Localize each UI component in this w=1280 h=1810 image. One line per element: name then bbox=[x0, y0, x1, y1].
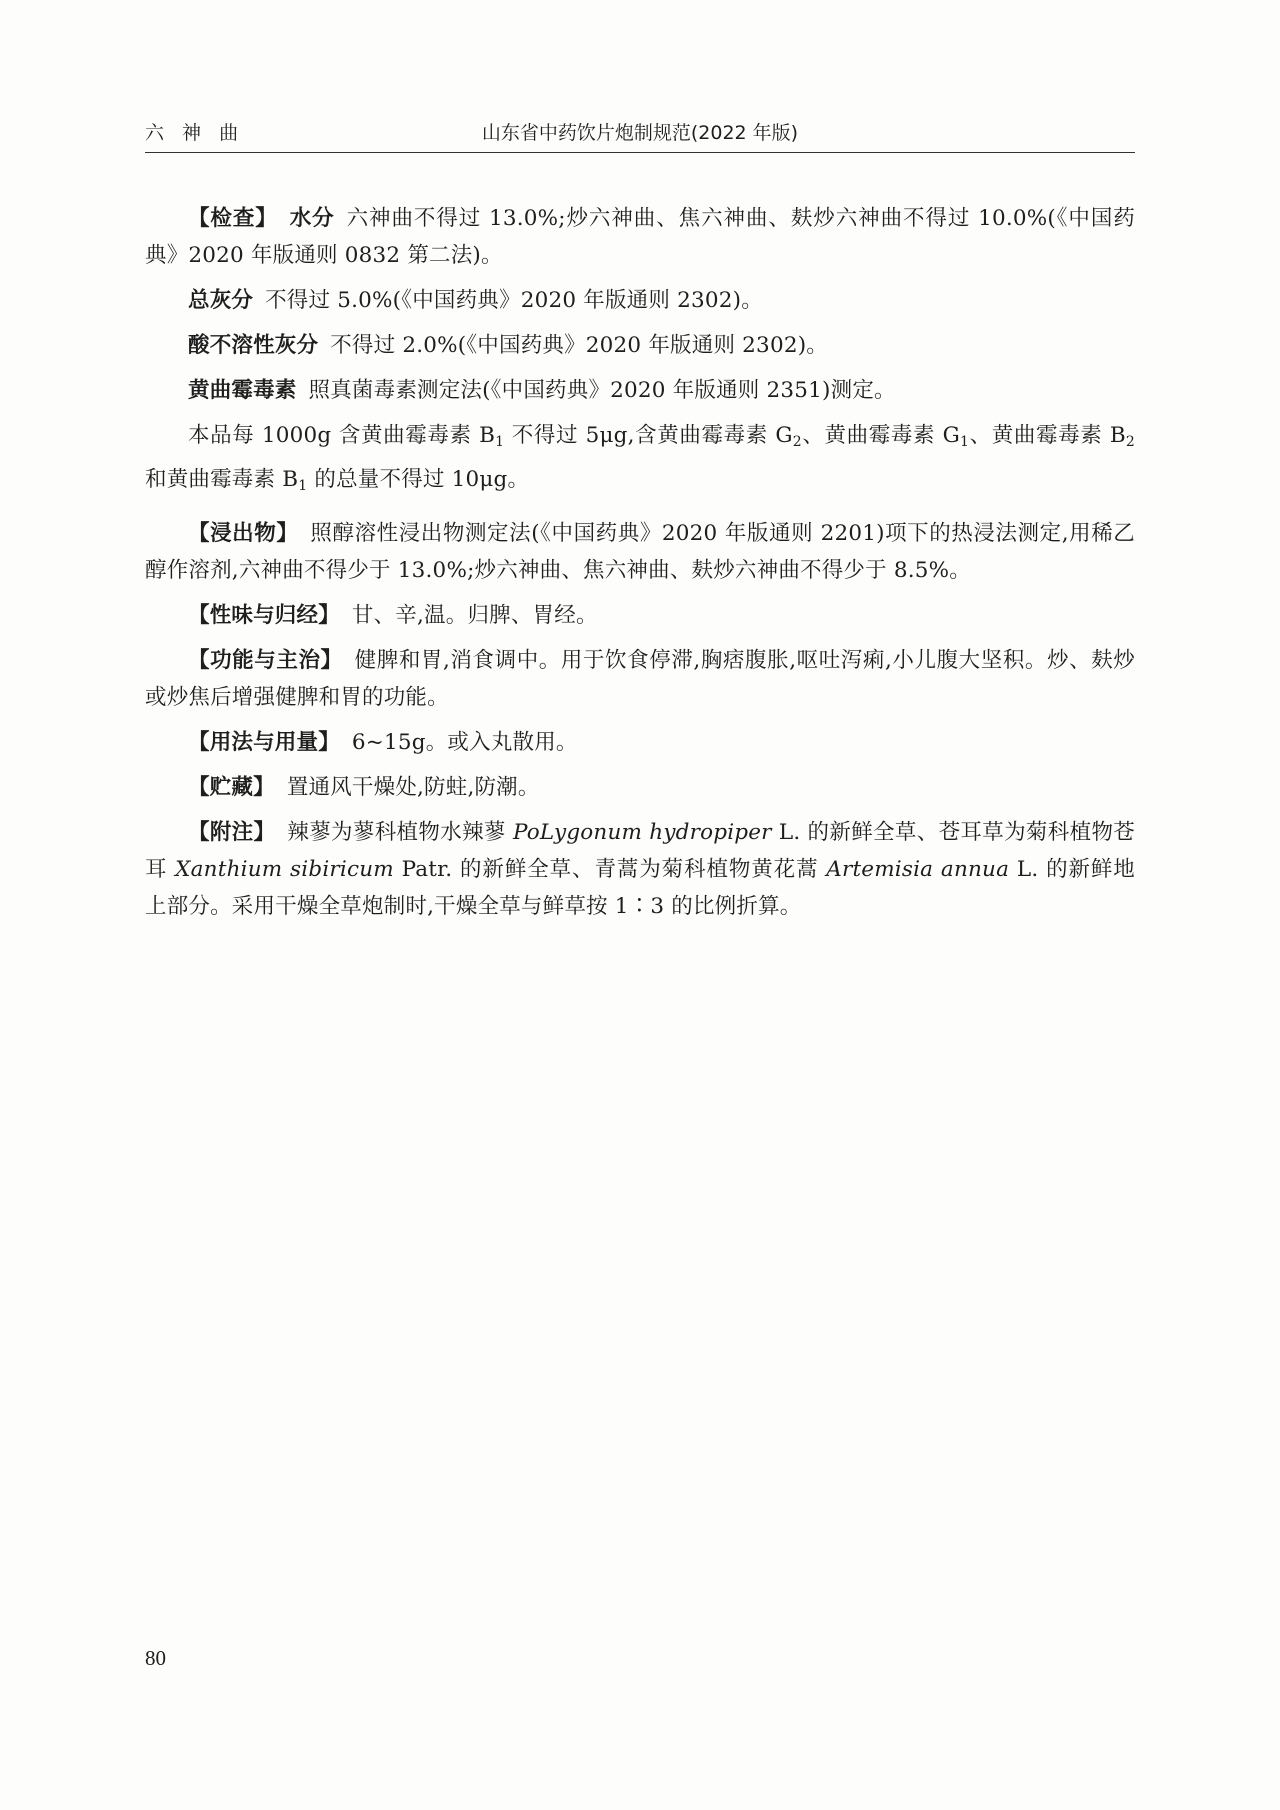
label-note: 【附注】 bbox=[188, 820, 276, 845]
text-usage: 6~15g。或入丸散用。 bbox=[351, 730, 578, 755]
paragraph-jiancha bbox=[145, 200, 1135, 274]
section-title: 六 神 曲 bbox=[145, 122, 245, 144]
paragraph-total-ash bbox=[145, 282, 1135, 319]
paragraph-usage bbox=[145, 724, 1135, 761]
page-number: 80 bbox=[145, 1646, 166, 1670]
note-text: L. 的新鲜地上部分。采用干燥全草炮制时,干燥全草与鲜草按 1∶3 的比例折算。 bbox=[145, 857, 1136, 919]
note-text: Patr. 的新鲜全草、青蒿为菊科植物黄花蒿 bbox=[393, 857, 827, 882]
label-jiancha: 【检查】 bbox=[188, 206, 278, 231]
label-function: 【功能与主治】 bbox=[188, 648, 343, 673]
text-nature: 甘、辛,温。归脾、胃经。 bbox=[351, 603, 598, 628]
paragraph-acid-ash bbox=[145, 327, 1135, 364]
label-storage: 【贮藏】 bbox=[188, 775, 275, 800]
paragraph-note bbox=[145, 814, 1135, 925]
paragraph-aflatoxin-limit bbox=[145, 417, 1135, 505]
subscript: 2 bbox=[1125, 434, 1135, 450]
text-extract: 照醇溶性浸出物测定法(《中国药典》2020 年版通则 2201)项下的热浸法测定,用稀乙醇作溶剂,六神曲不得少于 13.0%;炒六神曲、焦六神曲、麸炒六神曲不得少于 8.5%。 bbox=[145, 521, 1135, 583]
subscript: 2 bbox=[792, 434, 802, 450]
book-title: 山东省中药饮片炮制规范(2022 年版) bbox=[481, 122, 799, 144]
limit-text: 和黄曲霉毒素 B bbox=[145, 467, 299, 492]
limit-text: 的总量不得过 10μg。 bbox=[307, 467, 530, 492]
limit-text: 、黄曲霉毒素 B bbox=[969, 423, 1126, 448]
label-extract: 【浸出物】 bbox=[188, 521, 299, 546]
limit-text: 、黄曲霉毒素 G bbox=[801, 423, 961, 448]
limit-text: 不得过 5μg,含黄曲霉毒素 G bbox=[504, 423, 793, 448]
note-text: 辣蓼为蓼科植物水辣蓼 bbox=[287, 820, 513, 845]
limit-text: 本品每 1000g 含黄曲霉毒素 B bbox=[188, 423, 496, 448]
subscript: 1 bbox=[298, 478, 308, 494]
latin-name: Xanthium sibiricum bbox=[175, 857, 394, 882]
label-aflatoxin: 黄曲霉毒素 bbox=[188, 378, 297, 403]
latin-name: PoLygonum hydropiper bbox=[512, 820, 772, 845]
subscript: 1 bbox=[495, 434, 505, 450]
text-storage: 置通风干燥处,防蛀,防潮。 bbox=[286, 775, 540, 800]
paragraph-storage bbox=[145, 769, 1135, 806]
paragraph-aflatoxin bbox=[145, 372, 1135, 409]
label-water: 水分 bbox=[289, 206, 335, 231]
text-acid-ash: 不得过 2.0%(《中国药典》2020 年版通则 2302)。 bbox=[330, 333, 828, 358]
header-rule bbox=[145, 152, 1135, 153]
label-usage: 【用法与用量】 bbox=[188, 730, 340, 755]
label-nature: 【性味与归经】 bbox=[188, 603, 340, 628]
text-function: 健脾和胃,消食调中。用于饮食停滞,胸痞腹胀,呕吐泻痢,小儿腹大坚积。炒、麸炒或炒焦后增强健脾和胃的功能。 bbox=[145, 648, 1135, 710]
note-text: L. 的新鲜全草、苍耳草为菊科植物苍耳 bbox=[145, 820, 1135, 882]
paragraph-function bbox=[145, 642, 1135, 716]
subscript: 1 bbox=[960, 434, 970, 450]
text-aflatoxin: 照真菌毒素测定法(《中国药典》2020 年版通则 2351)测定。 bbox=[308, 378, 896, 403]
label-total-ash: 总灰分 bbox=[188, 288, 254, 313]
text-water: 六神曲不得过 13.0%;炒六神曲、焦六神曲、麸炒六神曲不得过 10.0%(《中国药典》2020 年版通则 0832 第二法)。 bbox=[145, 206, 1135, 268]
label-acid-ash: 酸不溶性灰分 bbox=[188, 333, 319, 358]
latin-name: Artemisia annua bbox=[826, 857, 1010, 882]
body-text bbox=[145, 200, 1135, 925]
text-total-ash: 不得过 5.0%(《中国药典》2020 年版通则 2302)。 bbox=[265, 288, 763, 313]
paragraph-nature bbox=[145, 597, 1135, 634]
paragraph-extract bbox=[145, 515, 1135, 589]
